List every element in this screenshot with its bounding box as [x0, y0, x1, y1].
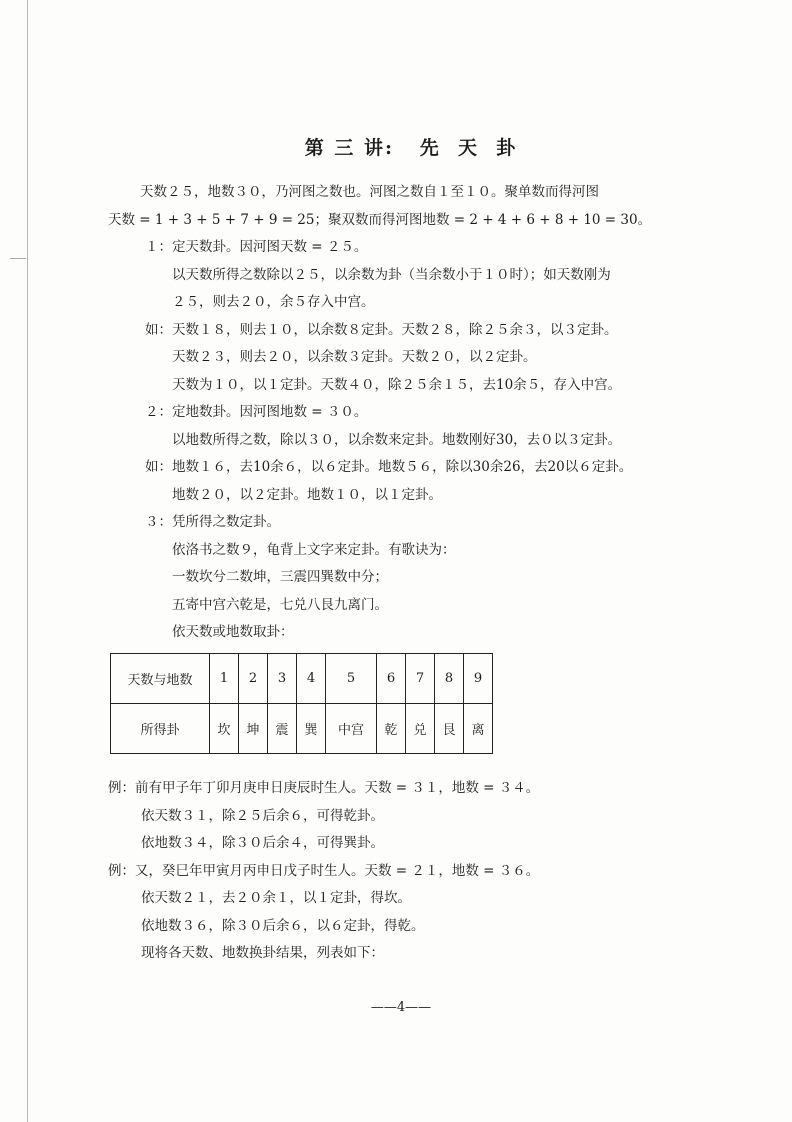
table-number: 1 — [210, 654, 239, 704]
table-gua: 离 — [464, 704, 493, 754]
table-number: 9 — [464, 654, 493, 704]
table-row-label: 所得卦 — [111, 704, 210, 754]
text-line: ３：凭所得之数定卦。 — [145, 514, 280, 530]
table-gua: 巽 — [297, 704, 326, 754]
table-number: 7 — [406, 654, 435, 704]
table-gua: 坎 — [210, 704, 239, 754]
text-line: 如：地数１６，去10余６，以６定卦。地数５６，除以30余26，去20以６定卦。 — [145, 459, 633, 475]
example-line: 依地数３６，除３０后余６，以６定卦，得乾。 — [141, 918, 425, 934]
page-number: ——4—— — [370, 1000, 432, 1015]
text-line: 依洛书之数９，龟背上文字来定卦。有歌诀为： — [172, 542, 456, 558]
table-gua: 中宫 — [326, 704, 377, 754]
page-title: 第 三 讲: 先 天 卦 — [304, 137, 518, 159]
text-line: 天数 = 1 + 3 + 5 + 7 + 9 = 25；聚双数而得河图地数 = 2 + 4 + 6 + 8 + 10 = 30。 — [108, 212, 652, 228]
example-line: 依地数３４，除３０后余４，可得巽卦。 — [141, 835, 384, 851]
text-line: 如：天数１８，则去１０，以余数８定卦。天数２８，除２５余３，以３定卦。 — [145, 322, 618, 338]
table-number: 5 — [326, 654, 377, 704]
gua-table — [110, 653, 493, 754]
example-line: 依天数２１，去２０余１，以１定卦，得坎。 — [141, 890, 411, 906]
example-line: 例：又，癸巳年甲寅月丙申日戊子时生人。天数 = ２１，地数 = ３６。 — [108, 863, 540, 879]
table-number: 4 — [297, 654, 326, 704]
table-number: 3 — [268, 654, 297, 704]
text-line: 天数２５，地数３０，乃河图之数也。河图之数自１至１０。聚单数而得河图 — [140, 184, 599, 200]
text-line: 依天数或地数取卦： — [172, 624, 294, 640]
text-line: 天数为１０，以１定卦。天数４０，除２５余１５，去10余５，存入中宫。 — [172, 377, 622, 393]
table-gua: 乾 — [377, 704, 406, 754]
text-line: 一数坎兮二数坤，三震四巽数中分； — [172, 569, 388, 585]
text-line: ２：定地数卦。因河图地数 = ３０。 — [145, 404, 368, 420]
example-line: 依天数３１，除２５后余６，可得乾卦。 — [141, 808, 384, 824]
example-line: 现将各天数、地数换卦结果，列表如下： — [141, 945, 384, 961]
text-line: 五寄中宫六乾是，七兑八艮九离门。 — [172, 597, 388, 613]
table-row — [111, 654, 493, 704]
table-gua: 震 — [268, 704, 297, 754]
table-row — [111, 704, 493, 754]
text-line: 以地数所得之数，除以３０，以余数来定卦。地数刚好30，去０以３定卦。 — [172, 432, 622, 448]
table-gua: 兑 — [406, 704, 435, 754]
example-line: 例：前有甲子年丁卯月庚申日庚辰时生人。天数 = ３１，地数 = ３４。 — [108, 780, 540, 796]
text-line: 天数２３，则去２０，以余数３定卦。天数２０，以２定卦。 — [172, 349, 537, 365]
text-line: １：定天数卦。因河图天数 = ２５。 — [145, 239, 368, 255]
text-line: ２５，则去２０，余５存入中宫。 — [172, 294, 375, 310]
table-header-label: 天数与地数 — [111, 654, 210, 704]
table-number: 8 — [435, 654, 464, 704]
page-edge-line — [27, 0, 28, 1122]
table-gua: 艮 — [435, 704, 464, 754]
table-number: 2 — [239, 654, 268, 704]
text-line: 以天数所得之数除以２５，以余数为卦（当余数小于１０时）；如天数刚为 — [172, 267, 611, 283]
table-gua: 坤 — [239, 704, 268, 754]
text-line: 地数２０，以２定卦。地数１０，以１定卦。 — [172, 487, 442, 503]
page-edge-tick — [10, 258, 26, 259]
table-number: 6 — [377, 654, 406, 704]
